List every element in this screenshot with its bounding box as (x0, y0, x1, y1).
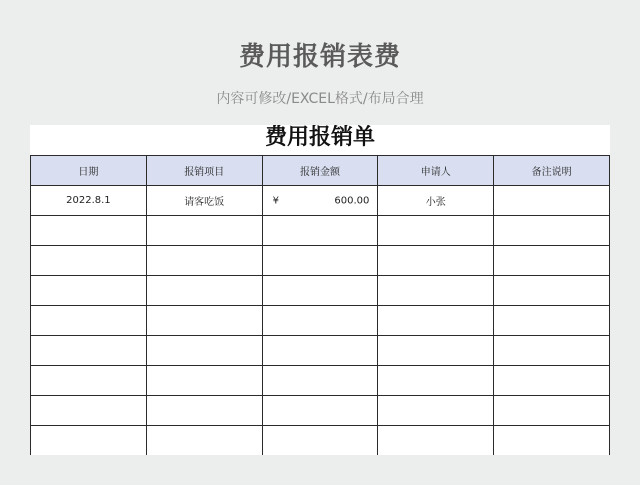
table-row (31, 336, 610, 366)
table-row (31, 216, 610, 246)
cell-item[interactable] (146, 306, 262, 336)
column-header-amount[interactable]: 报销金额 (262, 156, 378, 186)
cell-item[interactable] (146, 336, 262, 366)
cell-date[interactable] (31, 216, 147, 246)
cell-date[interactable] (31, 366, 147, 396)
cell-amount[interactable] (262, 306, 378, 336)
table-row (31, 246, 610, 276)
cell-item[interactable]: 请客吃饭 (146, 186, 262, 216)
table-row (31, 396, 610, 426)
table-row (31, 366, 610, 396)
cell-date[interactable] (31, 396, 147, 426)
cell-amount[interactable] (262, 246, 378, 276)
cell-note[interactable] (494, 246, 610, 276)
table-header-row (31, 156, 610, 186)
cell-item[interactable] (146, 396, 262, 426)
form-title: 费用报销单 (264, 125, 375, 150)
cell-date[interactable]: 2022.8.1 (31, 186, 147, 216)
cell-item[interactable] (146, 366, 262, 396)
cell-note[interactable] (494, 306, 610, 336)
cell-item[interactable] (146, 426, 262, 456)
cell-applicant[interactable] (378, 276, 494, 306)
cell-applicant[interactable] (378, 246, 494, 276)
cell-applicant[interactable] (378, 336, 494, 366)
page-title: 费用报销表费 (238, 42, 401, 72)
cell-note[interactable] (494, 426, 610, 456)
cell-applicant[interactable] (378, 306, 494, 336)
currency-symbol: ¥ (272, 195, 279, 206)
cell-amount[interactable] (262, 276, 378, 306)
cell-note[interactable] (494, 336, 610, 366)
page-subtitle: 内容可修改/EXCEL格式/布局合理 (216, 91, 424, 107)
cell-date[interactable] (31, 336, 147, 366)
table-row (31, 306, 610, 336)
column-header-date[interactable]: 日期 (31, 156, 147, 186)
column-header-note[interactable]: 备注说明 (494, 156, 610, 186)
cell-applicant[interactable] (378, 396, 494, 426)
cell-item[interactable] (146, 246, 262, 276)
cell-note[interactable] (494, 366, 610, 396)
table-row (31, 186, 610, 216)
cell-note[interactable] (494, 216, 610, 246)
table-row (31, 276, 610, 306)
cell-amount[interactable] (262, 396, 378, 426)
table-row (31, 426, 610, 456)
cell-item[interactable] (146, 216, 262, 246)
expense-sheet (30, 125, 610, 455)
cell-date[interactable] (31, 306, 147, 336)
column-header-applicant[interactable]: 申请人 (378, 156, 494, 186)
cell-applicant[interactable] (378, 366, 494, 396)
cell-amount[interactable] (262, 336, 378, 366)
amount-value: 600.00 (334, 195, 370, 206)
cell-amount[interactable] (262, 366, 378, 396)
cell-date[interactable] (31, 246, 147, 276)
cell-note[interactable] (494, 276, 610, 306)
cell-applicant[interactable] (378, 216, 494, 246)
cell-item[interactable] (146, 276, 262, 306)
cell-applicant[interactable]: 小张 (378, 186, 494, 216)
cell-amount[interactable] (262, 216, 378, 246)
cell-amount[interactable] (262, 186, 378, 216)
expense-table (30, 155, 610, 455)
cell-date[interactable] (31, 276, 147, 306)
cell-date[interactable] (31, 426, 147, 456)
column-header-item[interactable]: 报销项目 (146, 156, 262, 186)
cell-note[interactable] (494, 186, 610, 216)
cell-amount[interactable] (262, 426, 378, 456)
cell-note[interactable] (494, 396, 610, 426)
cell-applicant[interactable] (378, 426, 494, 456)
